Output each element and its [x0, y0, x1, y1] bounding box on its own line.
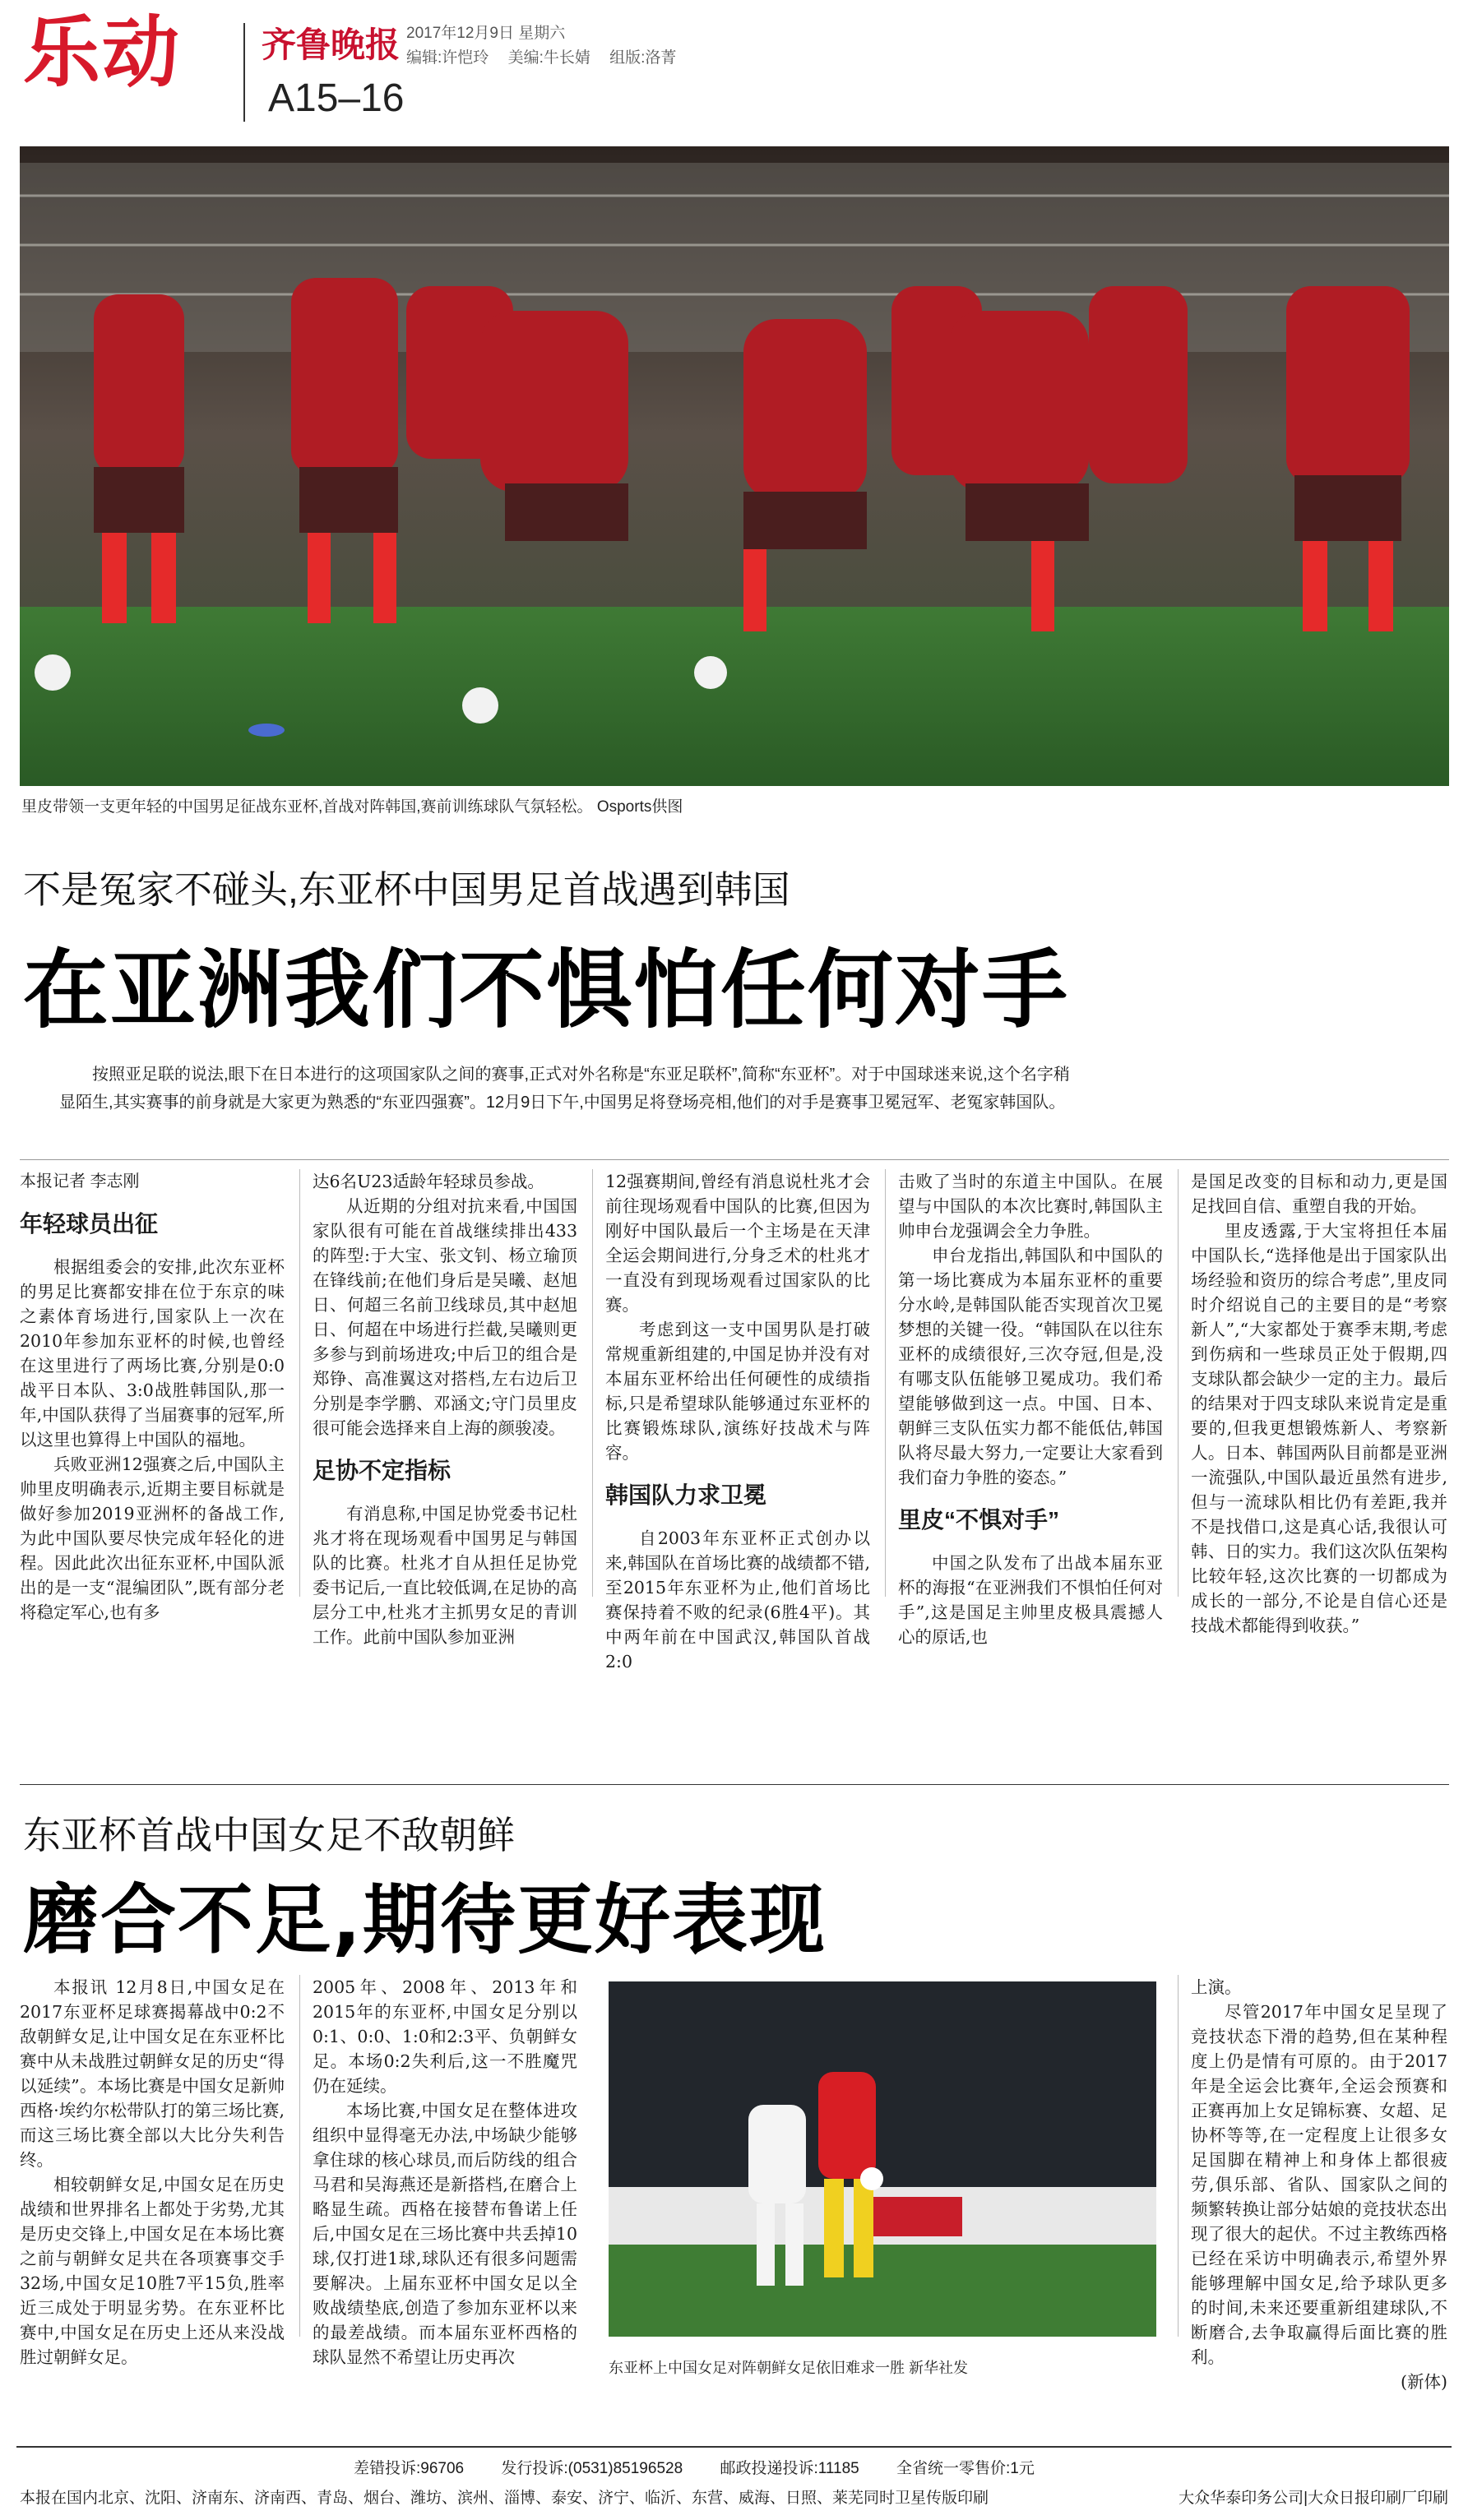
story2-paragraph: 本场比赛,中国女足在整体进攻组织中显得毫无办法,中场缺少能够拿住球的核心球员,而后防线的组合马君和吴海燕还是新搭档,在磨合上略显生疏。西格在接替布鲁诺上任后,中国女足在三场比赛中共丢掉10球,仅打进1球,球队还有很多问题需要解决。上届东亚杯中国女足以全败战绩垫底,创造了参加东亚杯以来的最差战绩。而本届东亚杯西格的球队显然不希望让历史再次 [313, 2101, 577, 2367]
story1-lead: 按照亚足联的说法,眼下在日本进行的这项国家队之间的赛事,正式对外名称是“东亚足联杯”,简称“东亚杯”。对于中国球迷来说,这个名字稍显陌生,其实赛事的前身就是大家更为熟悉的“东亚四强赛”。12月9日下午,中国男足将登场亮相,他们的对手是赛事卫冕冠军、老冤家韩国队。 [59, 1066, 1070, 1112]
story1-paragraph: 12强赛期间,曾经有消息说杜兆才会前往现场观看中国队的比赛,但因为刚好中国队最后一个主场是在天津全运会期间进行,分身乏术的杜兆才一直没有到现场观看过国家队的比赛。 [605, 1172, 870, 1315]
story1-column-2 [313, 1169, 577, 1649]
story1-paragraph: 有消息称,中国足协党委书记杜兆才将在现场观看中国男足与韩国队的比赛。杜兆才自从担任足协党委书记后,一直比较低调,在足协的高层分工中,杜兆才主抓男女足的青训工作。此前中国队参加亚洲 [313, 1504, 577, 1647]
photo1-caption: 里皮带领一支更年轻的中国男足征战东亚杯,首战对阵韩国,赛前训练球队气氛轻松。 Osports供图 [21, 798, 683, 816]
story2-paragraph: 相较朝鲜女足,中国女足在历史战绩和世界排名上都处于劣势,尤其是历史交锋上,中国女足在本场比赛之前与朝鲜女足共在各项赛事交手32场,中国女足10胜7平15负,胜率近三成处于明显劣势。在东亚杯比赛中,中国女足在历史上还从来没战胜过朝鲜女足。 [20, 2175, 285, 2367]
column-rule [299, 1169, 300, 1597]
womens-match-photo [609, 1981, 1156, 2337]
story2-column-1 [20, 1975, 285, 2370]
section-divider [20, 1784, 1449, 1785]
story1-byline: 本报记者 李志刚 [20, 1172, 140, 1191]
post-hotline: 邮政投递投诉:11185 [720, 2460, 859, 2477]
story1-paragraph: 击败了当时的东道主中国队。在展望与中国队的本次比赛时,韩国队主帅申台龙强调会全力争胜。 [898, 1172, 1163, 1241]
masthead-meta [406, 21, 691, 71]
story2-column-2 [313, 1975, 577, 2370]
footer-print-info [20, 2485, 1448, 2508]
story1-paragraph: 达6名U23适龄年轻球员参战。 [313, 1172, 544, 1191]
column-rule [1178, 1169, 1179, 1597]
printer: 大众华泰印务公司|大众日报印刷厂印刷 [1179, 2490, 1448, 2507]
story1-headline: 在亚洲我们不惧怕任何对手 [23, 940, 1070, 1040]
story2-kicker: 东亚杯首战中国女足不敌朝鲜 [23, 1814, 515, 1856]
proof-line: 组版:洛菁 [609, 49, 677, 67]
page-range: A15–16 [268, 76, 405, 120]
delivery-hotline: 发行投诉:(0531)85196528 [501, 2460, 683, 2477]
story1-paragraph: 是国足改变的目标和动力,更是国足找回自信、重塑自我的开始。 [1191, 1172, 1447, 1216]
story1-paragraph: 从近期的分组对抗来看,中国国家队很有可能在首战继续排出433的阵型:于大宝、张文钊、杨立瑜顶在锋线前;在他们身后是吴曦、赵旭日、何超三名前卫线球员,其中赵旭日、何超在中场进行拦截,吴曦则更多参与到前场进攻;中后卫的组合是郑铮、高准翼这对搭档,左右边后卫分别是李学鹏、邓涵文;守门员里皮很可能会选择来自上海的颜骏凌。 [313, 1196, 577, 1438]
story1-column-5 [1191, 1169, 1447, 1638]
paper-name: 齐鲁晚报 [262, 25, 401, 65]
story2-sign: (新体) [1401, 2372, 1447, 2392]
story2-paragraph: 本报讯 12月8日,中国女足在2017东亚杯足球赛揭幕战中0:2不敌朝鲜女足,让中国女足在东亚杯比赛中从未战胜过朝鲜女足的历史“得以延续”。本场比赛是中国女足新帅西格·埃约尔松带队打的第三场比赛,而这三场比赛全部以大比分失利告终。 [20, 1977, 285, 2170]
section-title: 乐动 [23, 8, 182, 98]
story1-paragraph: 里皮透露,于大宝将担任本届中国队长,“选择他是出于国家队出场经验和资历的综合考虑”,里皮同时介绍说自己的主要目的是“考察新人”,“大家都处于赛季末期,考虑到伤病和一些球员正处于假期,四支球队都会缺少一定的主力。最后的结果对于四支球队来说肯定是重要的,但我更想锻炼新人、考察新人。日本、韩国两队目前都是亚洲一流强队,中国队最近虽然有进步,但与一流球队相比仍有差距,我并不是找借口,这是真心话,我很认可韩、日的实力。我们这次队伍架构比较年轻,这次比赛的一切都成为成长的一部分,不论是自信心还是技战术都能得到收获。” [1191, 1221, 1447, 1635]
page-footer [0, 2446, 1468, 2520]
story1-kicker: 不是冤家不碰头,东亚杯中国男足首战遇到韩国 [23, 868, 790, 911]
column-rule [1178, 1975, 1179, 2337]
column-rule [299, 1975, 300, 2337]
story1-subhead-2: 足协不定指标 [313, 1458, 452, 1483]
training-photo [20, 146, 1449, 786]
column-rule [592, 1169, 593, 1597]
story1-paragraph: 根据组委会的安排,此次东亚杯的男足比赛都安排在位于东京的味之素体育场进行,国家队上一次在2010年参加东亚杯的时候,也曾经在这里进行了两场比赛,分别是0:0战平日本队、3:0战胜韩国队,那一年,中国队获得了当届赛事的冠军,所以这里也算得上中国队的福地。 [20, 1257, 285, 1450]
story2-paragraph: 2005年、2008年、2013年和2015年的东亚杯,中国女足分别以0:1、0:0、1:0和2:3平、负朝鲜女足。本场0:2失利后,这一不胜魔咒仍在延续。 [313, 1977, 577, 2096]
story1-column-1 [20, 1169, 285, 1625]
story1-paragraph: 兵败亚洲12强赛之后,中国队主帅里皮明确表示,近期主要目标就是做好参加2019亚洲杯的备战工作,为此中国队要尽快完成年轻化的进程。因此此次出征东亚杯,中国队派出的是一支“混编团队”,既有部分老将稳定军心,也有多 [20, 1454, 285, 1622]
story1-subhead-3: 韩国队力求卫冕 [605, 1482, 767, 1508]
designer-line: 美编:牛长婧 [507, 49, 590, 67]
date-line: 2017年12月9日 星期六 [406, 25, 566, 42]
story1-paragraph: 考虑到这一支中国男队是打破常规重新组建的,中国足协并没有对本届东亚杯给出任何硬性的成绩指标,只是希望球队能够通过东亚杯的比赛锻炼球队,演练好技战术与阵容。 [605, 1320, 870, 1463]
story1-top-rule [20, 1159, 1449, 1160]
story1-paragraph: 中国之队发布了出战本届东亚杯的海报“在亚洲我们不惧怕任何对手”,这是国足主帅里皮极具震撼人心的原话,也 [898, 1553, 1163, 1647]
footer-hotlines [354, 2456, 1067, 2478]
story1-paragraph: 申台龙指出,韩国队和中国队的第一场比赛成为本届东亚杯的重要分水岭,是韩国队能否实现首次卫冕梦想的关键一役。“韩国队在以往东亚杯的成绩很好,三次夺冠,但是,没有哪支队伍能够卫冕成功。我们希望能够做到这一点。中国、日本、朝鲜三支队伍实力都不能低估,韩国队将尽最大努力,一定要让大家看到我们奋力争胜的姿态。” [898, 1246, 1163, 1487]
story1-column-4 [898, 1169, 1163, 1649]
editor-line: 编辑:许恺玲 [406, 49, 489, 67]
print-sites: 本报在国内北京、沈阳、济南东、济南西、青岛、烟台、潍坊、滨州、淄博、泰安、济宁、临沂、东营、威海、日照、莱芜同时卫星传版印刷 [20, 2490, 989, 2507]
story1-column-3 [605, 1169, 870, 1674]
story1-paragraph: 自2003年东亚杯正式创办以来,韩国队在首场比赛的战绩都不错,至2015年东亚杯为止,他们首场比赛保持着不败的纪录(6胜4平)。其中两年前在中国武汉,韩国队首战2:0 [605, 1528, 870, 1672]
error-hotline: 差错投诉:96706 [354, 2460, 465, 2477]
photo2-caption: 东亚杯上中国女足对阵朝鲜女足依旧难求一胜 新华社发 [609, 2360, 968, 2376]
retail-price: 全省统一零售价:1元 [896, 2460, 1035, 2477]
story2-paragraph: 尽管2017年中国女足呈现了竞技状态下滑的趋势,但在某种程度上仍是情有可原的。由于2017年是全运会比赛年,全运会预赛和正赛再加上女足锦标赛、女超、足协杯等等,在一定程度上让很多女足国脚在精神上和身体上都很疲劳,俱乐部、省队、国家队之间的频繁转换让部分姑娘的竞技状态出现了很大的起伏。不过主教练西格已经在采访中明确表示,希望外界能够理解中国女足,给予球队更多的时间,未来还要重新组建球队,不断磨合,去争取赢得后面比赛的胜利。 [1191, 2002, 1447, 2367]
column-rule [885, 1169, 886, 1597]
story2-column-4 [1191, 1975, 1447, 2394]
story1-subhead-1: 年轻球员出征 [20, 1211, 159, 1237]
story2-paragraph: 上演。 [1191, 1977, 1242, 1997]
masthead-divider [243, 23, 245, 122]
footer-rule [16, 2446, 1452, 2448]
story2-headline: 磨合不足,期待更好表现 [23, 1876, 827, 1964]
story1-subhead-4: 里皮“不惧对手” [898, 1507, 1060, 1533]
